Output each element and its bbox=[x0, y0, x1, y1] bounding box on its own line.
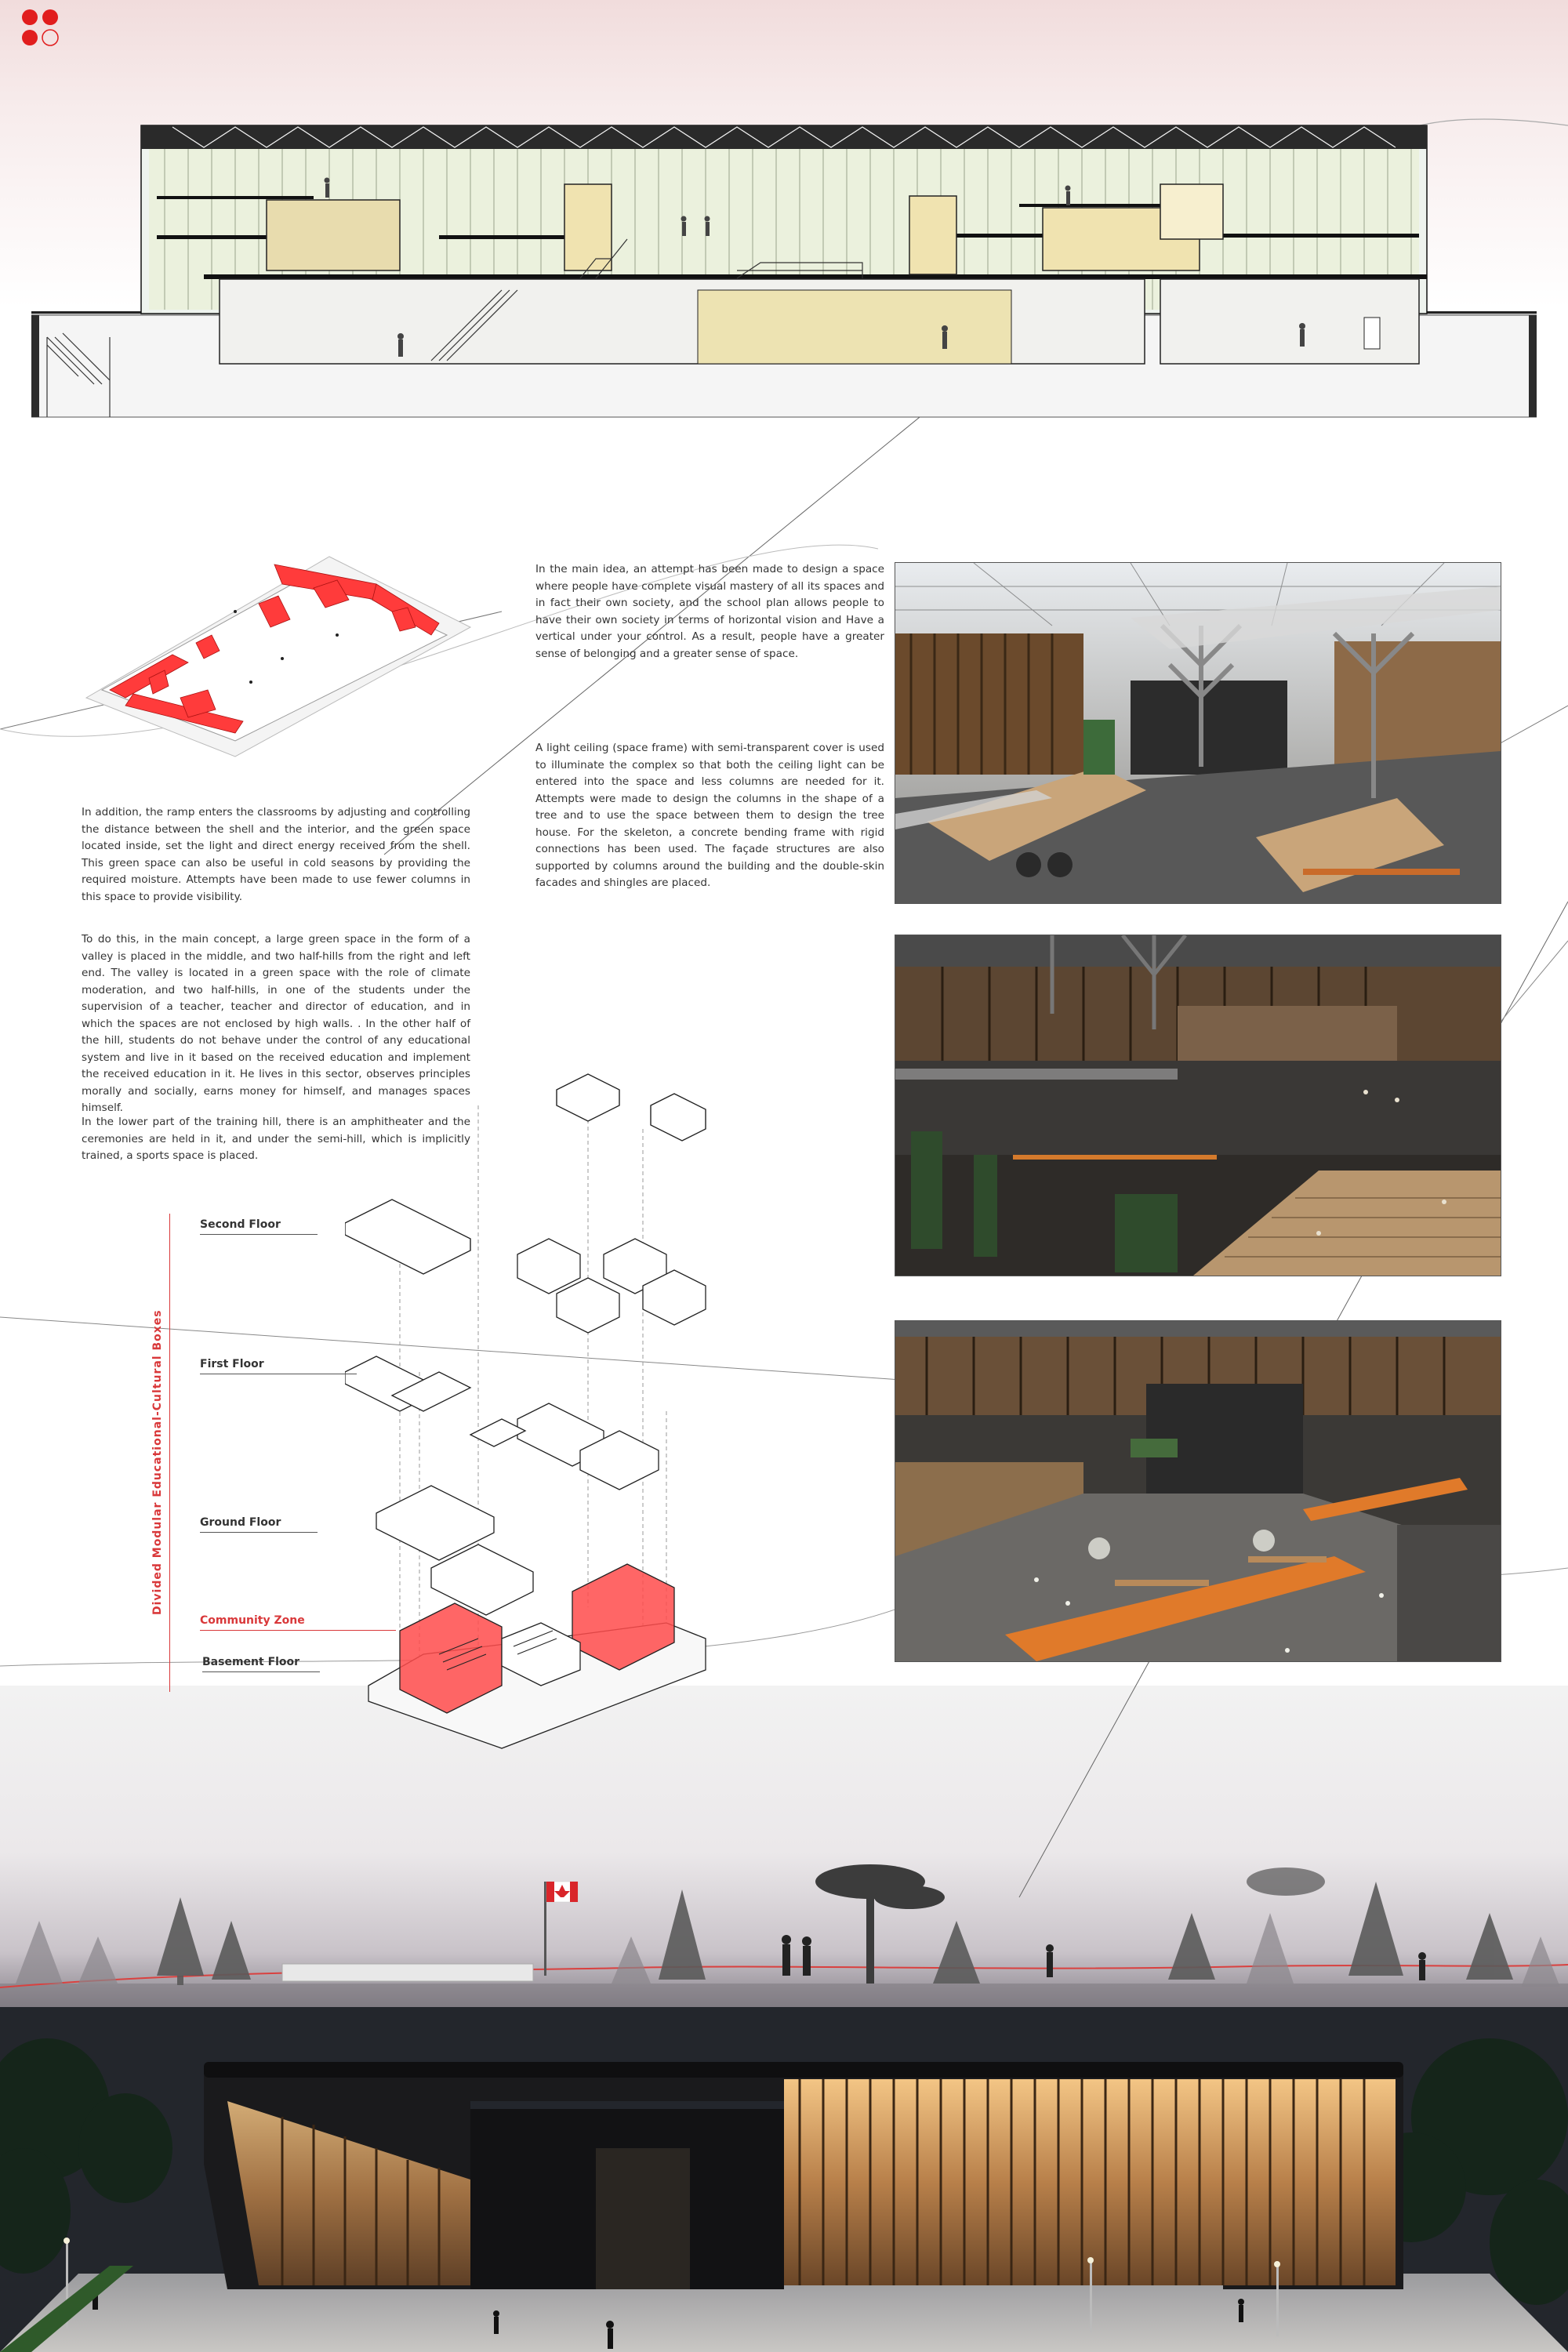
floor-label-second: Second Floor bbox=[200, 1218, 281, 1231]
building-section-drawing bbox=[31, 110, 1537, 423]
paragraph-ramp: In addition, the ramp enters the classrooms by adjusting and controlling the distance between the shell and the interior, and the green space located inside, set the light and direct energy received from the shell. This green space can also be useful in cold seasons by providing the required moisture. Attempts have been made to use fewer columns in this space to provide visibility. bbox=[82, 806, 470, 903]
floor-line-basement bbox=[202, 1671, 320, 1672]
floor-label-first: First Floor bbox=[200, 1358, 264, 1370]
floor-line-ground bbox=[200, 1532, 318, 1533]
interior-render-2 bbox=[895, 935, 1501, 1276]
exterior-night-render bbox=[0, 2007, 1568, 2352]
floor-label-community-zone: Community Zone bbox=[200, 1614, 305, 1627]
floor-line-community-zone bbox=[200, 1630, 396, 1631]
interior-render-1 bbox=[895, 562, 1501, 904]
floor-label-ground: Ground Floor bbox=[200, 1516, 281, 1529]
paragraph-main-idea: In the main idea, an attempt has been made to design a space where people have complete visual mastery of all its spaces and in fact their own society, and the school plan allows people to have their own society in terms of horizontal vision and Have a vertical under your control. As a result, people have a greater sense of belonging and a greater sense of space. bbox=[535, 563, 884, 660]
diagram-vertical-title: Divided Modular Educational-Cultural Boxes bbox=[151, 1309, 164, 1615]
axonometric-plan-diagram bbox=[78, 541, 486, 760]
paragraph-concept: To do this, in the main concept, a large green space in the form of a valley is placed in the middle, and two half-hills from the right and left end. The valley is located in a green space with the role of climate moderation, and two half-hills, in one of the students under the supervision of a teacher, teacher and director of education, and in which the spaces are not enclosed by high walls. . In the other half of the hill, students do not behave under the control of any educational system and live in it based on the received education and implement the received education in it. He lives in this sector, observes principles morally and socially, earns money for himself, and manages spaces himself. bbox=[82, 933, 470, 1114]
exploded-axonometric-diagram bbox=[345, 1043, 753, 1764]
floor-line-second bbox=[200, 1234, 318, 1235]
flagpole bbox=[544, 1882, 546, 1976]
floor-label-basement: Basement Floor bbox=[202, 1656, 300, 1668]
paragraph-ceiling: A light ceiling (space frame) with semi-transparent cover is used to illuminate the complex so that both the ceiling light can be entered into the space and less columns are needed for it. Attempts were made to design the columns in the shape of a tree and to use the space between them to design the tree house. For the skeleton, a concrete bending frame with rigid connections has been used. The façade structures are also supported by columns around the building and the double-skin facades and shingles are placed. bbox=[535, 742, 884, 889]
paragraph-amphitheater: In the lower part of the training hill, there is an amphitheater and the ceremonies are held in it, and under the semi-hill, which is implicitly trained, a sports space is placed. bbox=[82, 1116, 470, 1162]
landscape-silhouette bbox=[0, 1835, 1568, 2007]
interior-render-3 bbox=[895, 1320, 1501, 1662]
diagram-vertical-line bbox=[169, 1214, 170, 1692]
